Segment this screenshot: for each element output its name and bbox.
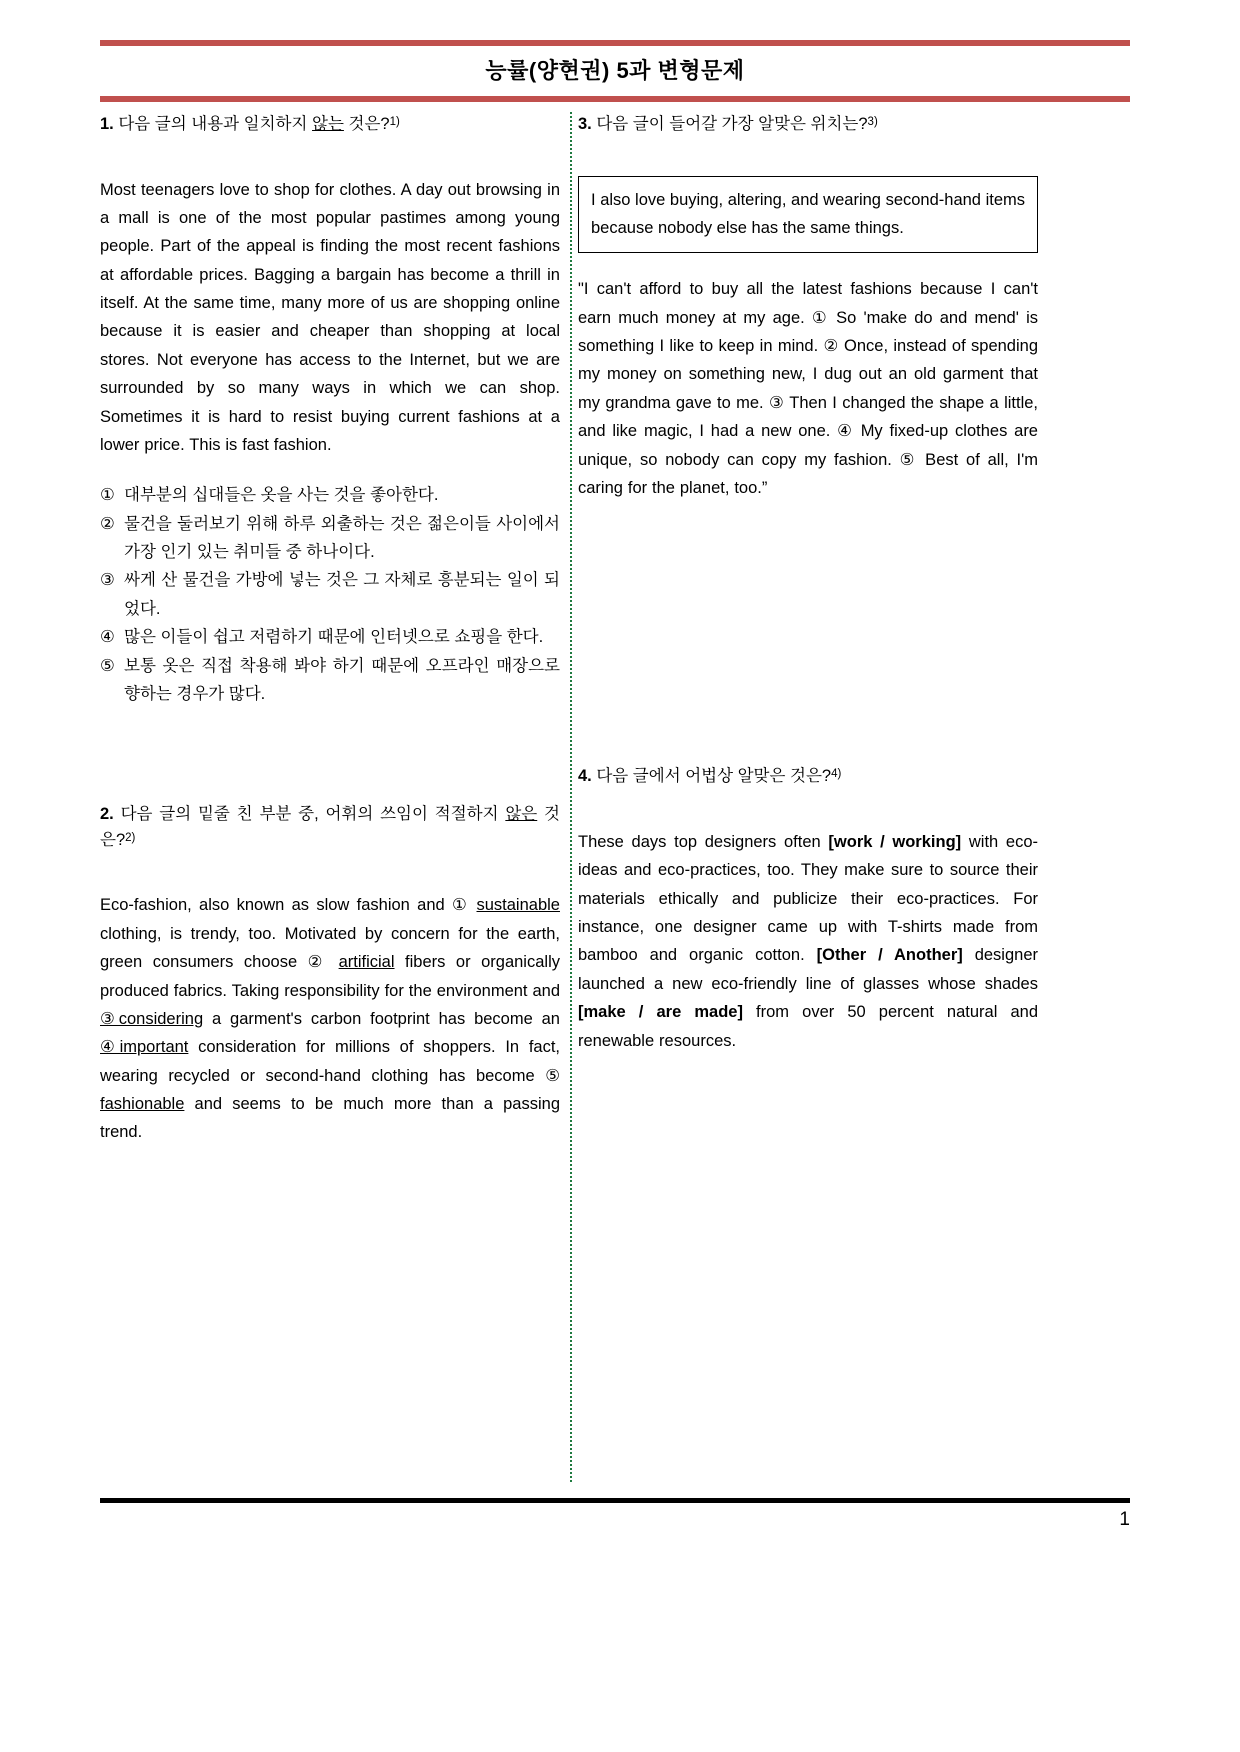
passage-text: from over 50 percent natural and renewable resources. (578, 1003, 1038, 1050)
underlined-term: fashionable (100, 1095, 185, 1114)
choice-label: 물건을 둘러보기 위해 하루 외출하는 것은 젊은이들 사이에서 가장 인기 있는 취미들 중 하나이다. (124, 514, 560, 562)
question-4-passage (578, 828, 1038, 1055)
question-1-prompt (100, 112, 560, 138)
choice-label: 보통 옷은 직접 착용해 봐야 하기 때문에 오프라인 매장으로 향하는 경우가 많다. (124, 656, 560, 703)
passage-text: designer launched a new eco-friendly line of glasses whose shades (578, 946, 1038, 993)
question-1-prompt-tail: 것은? (343, 115, 390, 133)
right-column (578, 112, 1038, 1482)
question-1-footnote: 1) (389, 116, 400, 128)
question-2-passage (100, 891, 560, 1146)
choice-marker: ④ (100, 628, 115, 647)
choice-item[interactable] (100, 652, 560, 709)
passage-text: with eco-ideas and eco-practices, too. They make sure to source their materials ethically and publicize their eco-practices. For instance, one designer came up with T-shirts made from bamboo and organic cotton. (578, 832, 1038, 965)
content-columns (100, 112, 1130, 1482)
passage-text: ② (307, 953, 339, 972)
bracket-choice: [Other / Another] (816, 946, 963, 965)
question-2 (100, 802, 560, 1147)
choice-marker: ⑤ (100, 656, 115, 675)
passage-text: These days top designers often (578, 832, 829, 851)
question-3 (578, 112, 1038, 502)
page-number: 1 (1119, 1509, 1130, 1530)
column-divider (570, 112, 572, 1482)
choice-item[interactable] (100, 510, 560, 567)
choice-label: 많은 이들이 쉽고 저렴하기 때문에 인터넷으로 쇼핑을 한다. (124, 628, 544, 647)
underlined-term: sustainable (476, 896, 560, 915)
question-2-prompt-tail: 것은? (100, 805, 560, 849)
question-2-prompt (100, 802, 560, 853)
question-4-prompt-text: 다음 글에서 어법상 알맞은 것은? (591, 767, 832, 786)
page-header (100, 40, 1130, 102)
passage-text: Eco-fashion, also known as slow fashion and (100, 896, 452, 915)
bracket-choice: [make / are made] (578, 1003, 743, 1022)
left-column (100, 112, 560, 1482)
choice-label: 싸게 산 물건을 가방에 넣는 것은 그 자체로 흥분되는 일이 되었다. (124, 571, 560, 618)
passage-text: and seems to be much more than a passing trend. (100, 1095, 560, 1142)
question-2-number: 2. (100, 805, 114, 824)
question-4-footnote: 4) (831, 768, 842, 781)
question-4 (578, 764, 1038, 1055)
question-2-footnote: 2) (125, 831, 136, 844)
page-footer (100, 1498, 1130, 1531)
question-3-boxed-sentence: I also love buying, altering, and wearing second-hand items because nobody else has the same things. (578, 176, 1038, 254)
choice-item[interactable] (100, 481, 560, 509)
passage-text: fibers or organically produced fabrics. Taking responsibility for the environment and (100, 953, 560, 1000)
choice-label: 대부분의 십대들은 옷을 사는 것을 좋아한다. (124, 486, 439, 505)
choice-marker: ③ (100, 571, 115, 590)
passage-text: consideration for millions of shoppers. In fact, wearing recycled or second-hand clothing has become (100, 1038, 560, 1085)
passage-text: ① (452, 896, 477, 915)
question-1 (100, 112, 560, 708)
page-title: 능률(양현권) 5과 변형문제 (485, 58, 745, 83)
choice-marker: ① (100, 486, 115, 505)
choice-marker: ② (100, 514, 115, 533)
passage-text: ⑤ (545, 1066, 560, 1085)
question-2-prompt-text: 다음 글의 밑줄 친 부분 중, 어휘의 쓰임이 적절하지 (113, 805, 506, 824)
choice-item[interactable] (100, 566, 560, 623)
question-1-choices (100, 481, 560, 708)
question-1-prompt-text: 다음 글의 내용과 일치하지 (113, 115, 313, 133)
question-1-prompt-underlined: 않는 (312, 115, 344, 133)
question-3-footnote: 3) (867, 116, 878, 128)
question-4-prompt (578, 764, 1038, 790)
choice-item[interactable] (100, 623, 560, 651)
question-4-number: 4. (578, 767, 592, 786)
question-1-number: 1. (100, 115, 114, 133)
question-3-passage: "I can't afford to buy all the latest fashions because I can't earn much money at my age. ① So 'make do and mend' is something I like to keep in mind. ② Once, instead of spending my money on something new, I dug out an old garment that my grandma gave to me. ③ Then I changed the shape a little, and like magic, I had a new one. ④ My fixed-up clothes are unique, so nobody can copy my fashion. ⑤ Best of all, I'm caring for the planet, too.” (578, 280, 1038, 497)
underlined-term: artificial (338, 953, 395, 972)
header-rule-bottom (100, 96, 1130, 102)
question-1-passage: Most teenagers love to shop for clothes. A day out browsing in a mall is one of the most popular pastimes among young people. Part of the appeal is finding the most recent fashions at affordable prices. Bagging a bargain has become a thrill in itself. At the same time, many more of us are shopping online because it is easier and cheaper than shopping at local stores. Not everyone has access to the Internet, but we are surrounded by so many ways in which we can shop. Sometimes it is hard to resist buying current fashions at a lower price. This is fast fashion. (100, 180, 560, 454)
underlined-term: ③considering (100, 1009, 204, 1028)
passage-text: clothing, is trendy, too. Motivated by concern for the earth, green consumers choose (100, 924, 560, 972)
underlined-term: ④important (100, 1038, 189, 1057)
bracket-choice: [work / working] (828, 832, 962, 851)
question-3-prompt (578, 112, 1038, 138)
question-3-number: 3. (578, 115, 592, 133)
passage-text: a garment's carbon footprint has become an (203, 1009, 560, 1028)
question-2-prompt-underlined: 않은 (505, 805, 538, 824)
question-3-prompt-text: 다음 글이 들어갈 가장 알맞은 위치는? (591, 115, 868, 133)
